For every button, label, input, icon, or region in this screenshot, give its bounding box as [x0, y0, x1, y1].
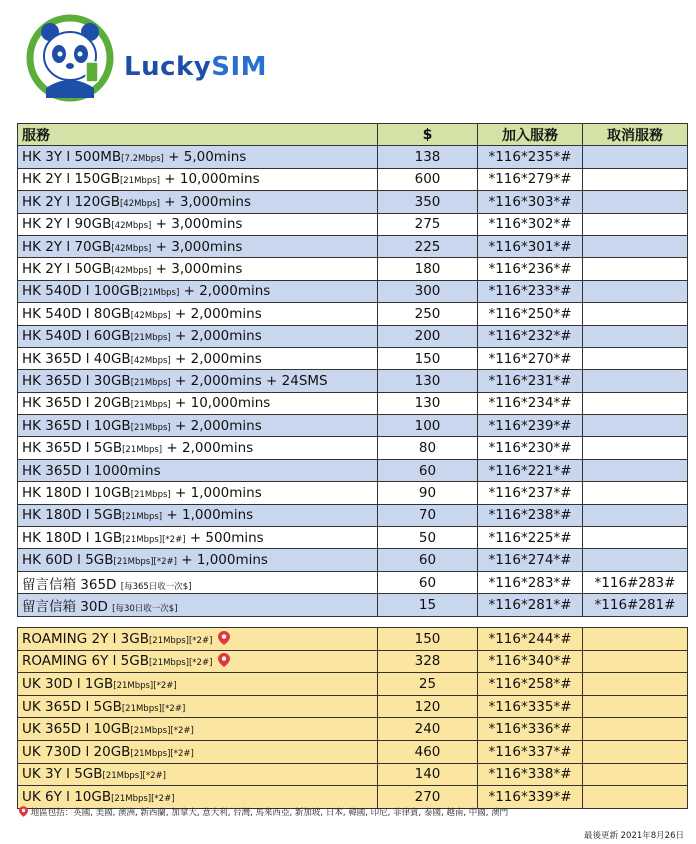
price-cell: 60 — [378, 571, 478, 593]
plan-name: UK 365D l 5GB — [22, 698, 122, 715]
subscribe-code-cell: *116*234*# — [478, 392, 583, 414]
price-cell: 460 — [378, 740, 478, 763]
plan-speed: [42Mbps] — [119, 198, 160, 209]
price-cell: 130 — [378, 370, 478, 392]
plan-speed: [42Mbps] — [130, 355, 171, 366]
plan-name-cell — [18, 504, 378, 526]
plan-speed: [21Mbps][*2#] — [113, 557, 177, 568]
roaming-plans-table — [17, 627, 688, 809]
subscribe-code-cell: *116*225*# — [478, 527, 583, 549]
plan-name-cell — [18, 571, 378, 593]
plan-name: HK 180D l 5GB — [22, 507, 123, 524]
plan-name-cell — [18, 786, 378, 809]
plan-speed: [21Mbps] — [130, 333, 171, 344]
cancel-code-cell: *116#281# — [583, 594, 688, 616]
header-service: 服務 — [18, 124, 378, 146]
plan-extra: + 3,000mins — [151, 261, 243, 278]
plan-extra: + 2,000mins — [162, 440, 254, 457]
plan-speed: [21Mbps] — [130, 422, 171, 433]
plan-name-cell — [18, 325, 378, 347]
cancel-code-cell — [583, 459, 688, 481]
plan-extra: + 2,000mins — [170, 328, 262, 345]
cancel-code-cell — [583, 695, 688, 718]
roaming-row — [18, 650, 688, 673]
price-cell: 70 — [378, 504, 478, 526]
plan-name-cell — [18, 549, 378, 571]
plan-name: UK 6Y l 10GB — [22, 788, 112, 805]
price-cell: 50 — [378, 527, 478, 549]
roaming-row — [18, 763, 688, 786]
subscribe-code-cell: *116*233*# — [478, 280, 583, 302]
cancel-code-cell — [583, 504, 688, 526]
lucky-sim-logo — [24, 10, 268, 106]
plan-name-cell — [18, 650, 378, 673]
plan-extra: + 10,000mins — [159, 171, 260, 188]
plan-extra: + 2,000mins — [170, 350, 262, 367]
subscribe-code-cell: *116*274*# — [478, 549, 583, 571]
plan-extra: + 500mins — [185, 529, 264, 546]
cancel-code-cell — [583, 146, 688, 168]
cancel-code-cell — [583, 437, 688, 459]
plan-speed: [21Mbps][*2#] — [113, 680, 177, 691]
cancel-code-cell — [583, 213, 688, 235]
price-cell: 100 — [378, 415, 478, 437]
price-cell: 180 — [378, 258, 478, 280]
plan-extra: + 2,000mins + 24SMS — [170, 372, 328, 389]
subscribe-code-cell: *116*244*# — [478, 628, 583, 651]
roaming-row — [18, 740, 688, 763]
subscribe-code-cell: *116*301*# — [478, 235, 583, 257]
subscribe-code-cell: *116*335*# — [478, 695, 583, 718]
plan-row — [18, 437, 688, 459]
subscribe-code-cell: *116*237*# — [478, 482, 583, 504]
plan-speed: [21Mbps] — [130, 400, 171, 411]
cancel-code-cell — [583, 628, 688, 651]
plan-extra: + 2,000mins — [170, 305, 262, 322]
subscribe-code-cell: *116*302*# — [478, 213, 583, 235]
plan-name-cell — [18, 191, 378, 213]
price-cell: 328 — [378, 650, 478, 673]
plan-name-cell — [18, 392, 378, 414]
price-cell: 60 — [378, 459, 478, 481]
price-cell: 25 — [378, 673, 478, 696]
plan-name-cell — [18, 718, 378, 741]
plan-extra: + 5,00mins — [163, 149, 247, 166]
plan-name: HK 2Y l 90GB — [22, 216, 112, 233]
cancel-code-cell — [583, 347, 688, 369]
plan-speed: [21Mbps] — [122, 445, 163, 456]
plan-row — [18, 213, 688, 235]
cancel-code-cell — [583, 740, 688, 763]
cancel-code-cell — [583, 527, 688, 549]
plan-speed: [21Mbps] — [139, 288, 180, 299]
plan-speed: [21Mbps][*2#] — [111, 793, 175, 804]
roaming-row — [18, 695, 688, 718]
plan-name-cell — [18, 280, 378, 302]
plan-speed: [42Mbps] — [111, 243, 152, 254]
table-header-row — [18, 124, 688, 146]
plan-speed: [每30日收一次$] — [112, 603, 178, 614]
plan-row — [18, 347, 688, 369]
price-cell: 250 — [378, 303, 478, 325]
plan-name-cell — [18, 673, 378, 696]
brand-name: LuckySIM — [124, 52, 268, 82]
cancel-code-cell — [583, 370, 688, 392]
plan-speed: [21Mbps] — [130, 489, 171, 500]
roaming-row — [18, 718, 688, 741]
plan-name: HK 540D l 80GB — [22, 305, 131, 322]
subscribe-code-cell: *116*230*# — [478, 437, 583, 459]
plan-speed: [42Mbps] — [130, 310, 171, 321]
plan-name: HK 365D l 40GB — [22, 350, 131, 367]
plan-speed: [21Mbps][*2#] — [121, 703, 186, 714]
plan-name-cell — [18, 437, 378, 459]
plan-row — [18, 235, 688, 257]
plan-name-cell — [18, 235, 378, 257]
cancel-code-cell: *116#283# — [583, 571, 688, 593]
cancel-code-cell — [583, 482, 688, 504]
plan-row — [18, 280, 688, 302]
price-cell: 130 — [378, 392, 478, 414]
location-pin-icon — [218, 631, 230, 645]
location-pin-icon — [19, 806, 28, 817]
subscribe-code-cell: *116*236*# — [478, 258, 583, 280]
plan-speed: [21Mbps][*2#] — [148, 658, 213, 669]
plan-row — [18, 258, 688, 280]
header-price: $ — [378, 124, 478, 146]
cancel-code-cell — [583, 168, 688, 190]
subscribe-code-cell: *116*258*# — [478, 673, 583, 696]
price-cell: 200 — [378, 325, 478, 347]
price-cell: 350 — [378, 191, 478, 213]
plan-name: HK 180D l 1GB — [22, 529, 123, 546]
subscribe-code-cell: *116*281*# — [478, 594, 583, 616]
cancel-code-cell — [583, 303, 688, 325]
cancel-code-cell — [583, 325, 688, 347]
cancel-code-cell — [583, 549, 688, 571]
plan-row — [18, 504, 688, 526]
plan-row — [18, 571, 688, 593]
plan-name: ROAMING 2Y l 3GB — [22, 630, 149, 647]
plan-name-cell — [18, 482, 378, 504]
plan-name-cell — [18, 415, 378, 437]
roaming-row — [18, 673, 688, 696]
hk-plans-table — [17, 123, 688, 617]
price-cell: 150 — [378, 347, 478, 369]
cancel-code-cell — [583, 191, 688, 213]
subscribe-code-cell: *116*250*# — [478, 303, 583, 325]
subscribe-code-cell: *116*279*# — [478, 168, 583, 190]
plan-row — [18, 549, 688, 571]
subscribe-code-cell: *116*303*# — [478, 191, 583, 213]
plan-name: HK 180D l 10GB — [22, 484, 131, 501]
plan-name-cell — [18, 347, 378, 369]
plan-row — [18, 370, 688, 392]
plan-name: HK 365D l 20GB — [22, 395, 131, 412]
cancel-code-cell — [583, 392, 688, 414]
plan-speed: [42Mbps] — [111, 221, 152, 232]
countries-note — [19, 806, 508, 818]
cancel-code-cell — [583, 763, 688, 786]
subscribe-code-cell: *116*340*# — [478, 650, 583, 673]
plan-name: ROAMING 6Y l 5GB — [22, 653, 149, 670]
plan-name: UK 3Y l 5GB — [22, 766, 103, 783]
plan-speed: [21Mbps][*2#] — [102, 771, 166, 782]
price-cell: 225 — [378, 235, 478, 257]
price-cell: 275 — [378, 213, 478, 235]
plan-speed: [21Mbps] — [119, 176, 160, 187]
plan-speed: [21Mbps][*2#] — [130, 748, 194, 759]
price-cell: 90 — [378, 482, 478, 504]
price-cell: 300 — [378, 280, 478, 302]
plan-name-cell — [18, 168, 378, 190]
plan-name: UK 730D l 20GB — [22, 743, 131, 760]
plan-speed: [21Mbps][*2#] — [130, 726, 194, 737]
plan-name-cell — [18, 628, 378, 651]
subscribe-code-cell: *116*231*# — [478, 370, 583, 392]
plan-name-cell — [18, 695, 378, 718]
subscribe-code-cell: *116*221*# — [478, 459, 583, 481]
plan-name: 留言信箱 365D — [22, 576, 121, 593]
subscribe-code-cell: *116*337*# — [478, 740, 583, 763]
subscribe-code-cell: *116*283*# — [478, 571, 583, 593]
plan-name: HK 540D l 100GB — [22, 283, 140, 300]
plan-row — [18, 191, 688, 213]
roaming-row — [18, 786, 688, 809]
plan-extra: + 3,000mins — [151, 216, 243, 233]
price-cell: 120 — [378, 695, 478, 718]
plan-name: UK 365D l 10GB — [22, 721, 131, 738]
plan-row — [18, 415, 688, 437]
header-cancel: 取消服務 — [583, 124, 688, 146]
cancel-code-cell — [583, 718, 688, 741]
plan-name: HK 365D l 1000mins — [22, 462, 161, 479]
cancel-code-cell — [583, 673, 688, 696]
plan-name: HK 540D l 60GB — [22, 328, 131, 345]
plan-row — [18, 594, 688, 616]
plan-name: HK 365D l 30GB — [22, 372, 131, 389]
plan-row — [18, 527, 688, 549]
price-cell: 80 — [378, 437, 478, 459]
subscribe-code-cell: *116*270*# — [478, 347, 583, 369]
plan-name: HK 2Y l 70GB — [22, 238, 112, 255]
plan-name-cell — [18, 258, 378, 280]
plan-name: HK 365D l 10GB — [22, 417, 131, 434]
subscribe-code-cell: *116*232*# — [478, 325, 583, 347]
cancel-code-cell — [583, 258, 688, 280]
plan-speed: [21Mbps] — [122, 512, 163, 523]
plan-speed: [21Mbps][*2#] — [122, 534, 186, 545]
plan-name: 留言信箱 30D — [22, 598, 113, 615]
subscribe-code-cell: *116*339*# — [478, 786, 583, 809]
price-cell: 140 — [378, 763, 478, 786]
subscribe-code-cell: *116*235*# — [478, 146, 583, 168]
panda-logo-icon — [24, 10, 120, 106]
plan-name-cell — [18, 740, 378, 763]
price-cell: 138 — [378, 146, 478, 168]
plan-row — [18, 146, 688, 168]
plan-name: HK 365D l 5GB — [22, 440, 123, 457]
plan-name: HK 2Y l 50GB — [22, 261, 112, 278]
plan-extra: + 2,000mins — [179, 283, 271, 300]
plan-speed: [42Mbps] — [111, 266, 152, 277]
plan-row — [18, 325, 688, 347]
subscribe-code-cell: *116*238*# — [478, 504, 583, 526]
plan-name: HK 3Y l 500MB — [22, 149, 122, 166]
plan-name: HK 2Y l 120GB — [22, 193, 120, 210]
plan-row — [18, 168, 688, 190]
subscribe-code-cell: *116*239*# — [478, 415, 583, 437]
plan-row — [18, 482, 688, 504]
plan-name-cell — [18, 303, 378, 325]
plan-name-cell — [18, 146, 378, 168]
subscribe-code-cell: *116*336*# — [478, 718, 583, 741]
header-subscribe: 加入服務 — [478, 124, 583, 146]
plan-extra: + 2,000mins — [170, 417, 262, 434]
plan-speed: [每365日收一次$] — [120, 581, 192, 592]
price-cell: 240 — [378, 718, 478, 741]
plan-name: HK 60D l 5GB — [22, 552, 114, 569]
roaming-row — [18, 628, 688, 651]
cancel-code-cell — [583, 280, 688, 302]
plan-name-cell — [18, 459, 378, 481]
last-updated: 最後更新 2021年8月26日 — [583, 831, 684, 841]
cancel-code-cell — [583, 235, 688, 257]
plan-name: HK 2Y l 150GB — [22, 171, 120, 188]
plan-extra: + 1,000mins — [170, 484, 262, 501]
plan-extra: + 3,000mins — [159, 193, 252, 210]
price-cell: 150 — [378, 628, 478, 651]
price-cell: 600 — [378, 168, 478, 190]
price-cell: 15 — [378, 594, 478, 616]
cancel-code-cell — [583, 415, 688, 437]
plan-name-cell — [18, 763, 378, 786]
plan-row — [18, 459, 688, 481]
plan-row — [18, 392, 688, 414]
plan-speed: [21Mbps][*2#] — [148, 635, 213, 646]
plan-name-cell — [18, 527, 378, 549]
countries-text: 地區包括：英國, 美國, 澳洲, 新西蘭, 加拿大, 意大利, 台灣, 馬來西亞, 新加坡, 日本, 韓國, 印尼, 菲律賓, 泰國, 越南, 中國, 澳門 — [30, 808, 509, 818]
plan-name-cell — [18, 370, 378, 392]
subscribe-code-cell: *116*338*# — [478, 763, 583, 786]
plan-speed: [21Mbps] — [130, 377, 171, 388]
plan-row — [18, 303, 688, 325]
plan-extra: + 1,000mins — [176, 552, 268, 569]
location-pin-icon — [218, 653, 230, 667]
plan-extra: + 1,000mins — [162, 507, 254, 524]
plan-name-cell — [18, 213, 378, 235]
cancel-code-cell — [583, 786, 688, 809]
price-cell: 60 — [378, 549, 478, 571]
cancel-code-cell — [583, 650, 688, 673]
price-cell: 270 — [378, 786, 478, 809]
plan-speed: [7.2Mbps] — [121, 154, 164, 165]
plan-name: UK 30D l 1GB — [22, 675, 114, 692]
plan-extra: + 10,000mins — [170, 395, 271, 412]
plan-name-cell — [18, 594, 378, 616]
plan-extra: + 3,000mins — [151, 238, 243, 255]
